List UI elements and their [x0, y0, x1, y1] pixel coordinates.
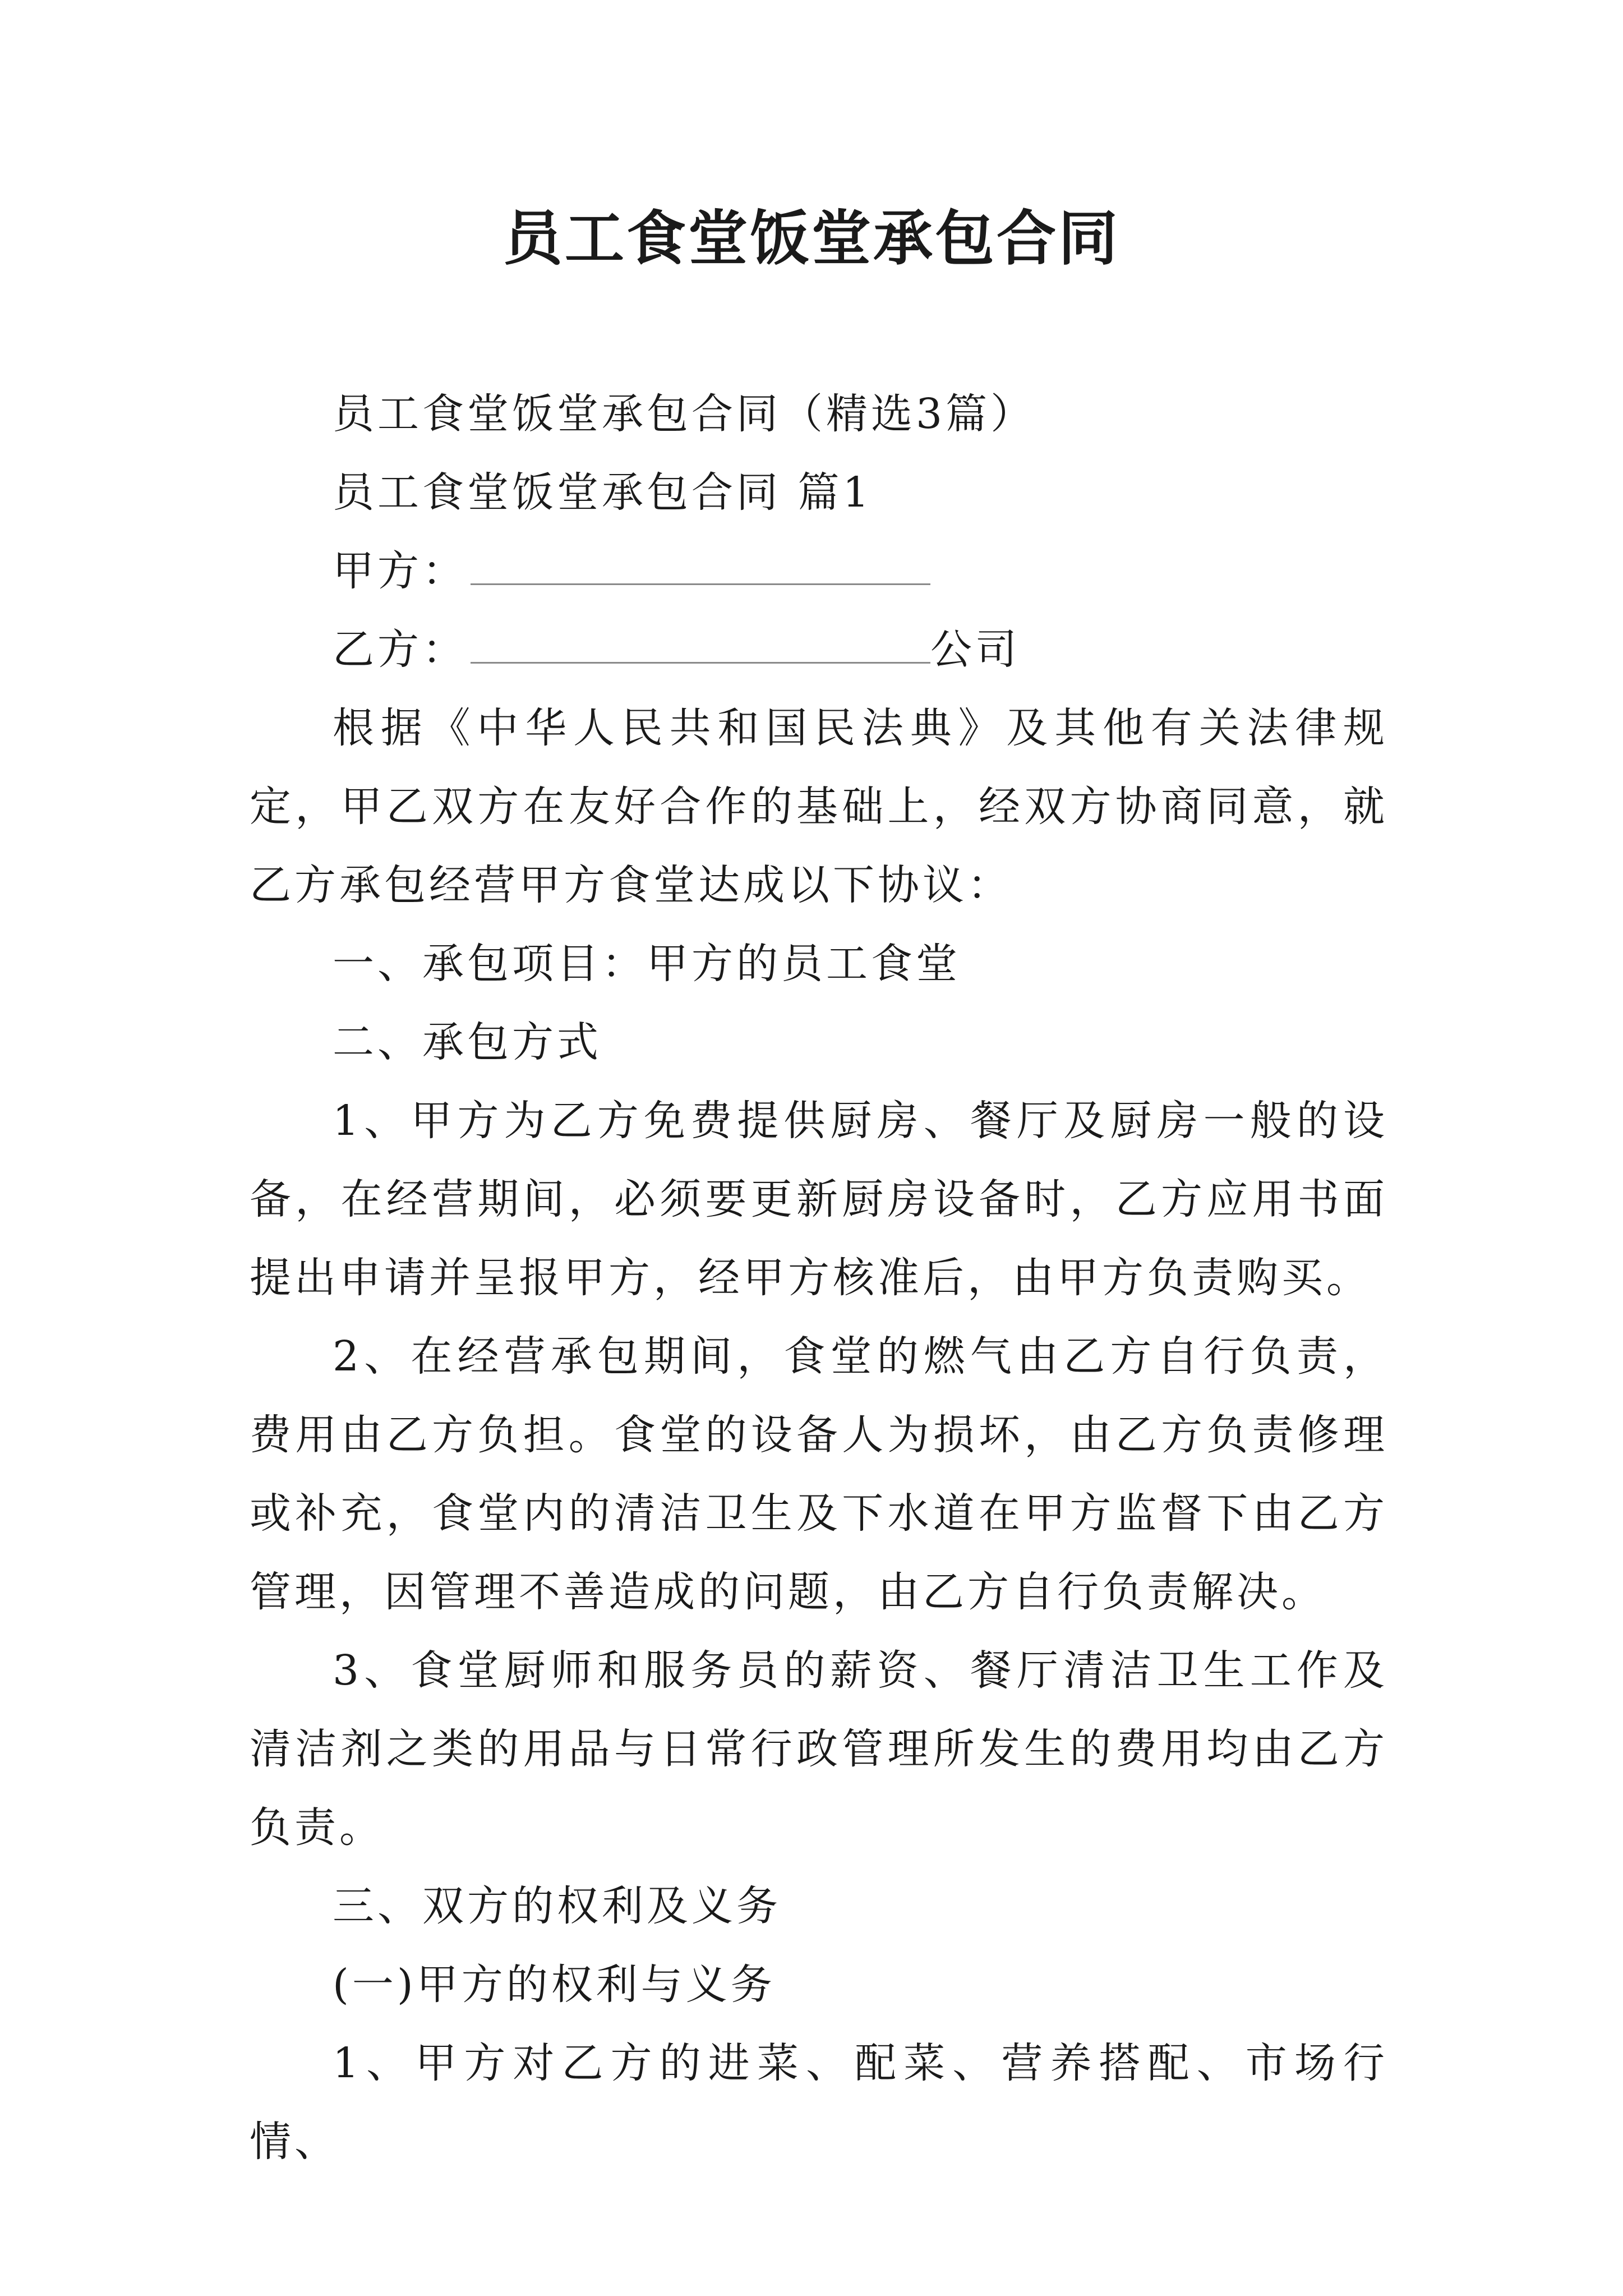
clause-3-a: (一)甲方的权利与义务	[333, 1961, 776, 2009]
clause-2-2: 2、在经营承包期间，食堂的燃气由乙方自行负责，费用由乙方负担。食堂的设备人为损坏，由乙方负责修理或补充，食堂内的清洁卫生及下水道在甲方监督下由乙方管理，因管理不善造成的问题，由乙方自行负责解决。	[250, 1332, 1388, 1616]
clause-2-1: 1、甲方为乙方免费提供厨房、餐厅及厨房一般的设备，在经营期间，必须要更新厨房设备时，乙方应用书面提出申请并呈报甲方，经甲方核准后，由甲方负责购买。	[250, 1097, 1388, 1302]
party-b-label: 乙方：	[333, 625, 467, 674]
clause-3-a-1: 1、甲方对乙方的进菜、配菜、营养搭配、市场行情、	[250, 2039, 1388, 2166]
intro-paragraph: 根据《中华人民共和国民法典》及其他有关法律规定，甲乙双方在友好合作的基础上，经双方协商同意，就乙方承包经营甲方食堂达成以下协议：	[250, 704, 1388, 909]
clause-1: 一、承包项目：甲方的员工食堂	[333, 940, 961, 988]
party-b-line	[250, 610, 1388, 689]
clause-2: 二、承包方式	[333, 1018, 602, 1066]
document-subtitle: 员工食堂饭堂承包合同（精选3篇）	[333, 390, 1036, 438]
party-a-blank	[471, 533, 930, 585]
party-b-suffix: 公司	[930, 625, 1020, 674]
document-body	[250, 375, 1388, 2181]
party-a-line	[250, 532, 1388, 610]
party-a-label: 甲方：	[333, 547, 467, 595]
document-title: 员工食堂饭堂承包合同	[503, 203, 1120, 273]
party-b-blank	[471, 611, 930, 664]
clause-2-3: 3、食堂厨师和服务员的薪资、餐厅清洁卫生工作及清洁剂之类的用品与日常行政管理所发生的费用均由乙方负责。	[250, 1646, 1388, 1852]
section-heading: 员工食堂饭堂承包合同 篇1	[333, 468, 873, 517]
clause-3: 三、双方的权利及义务	[333, 1882, 781, 1930]
